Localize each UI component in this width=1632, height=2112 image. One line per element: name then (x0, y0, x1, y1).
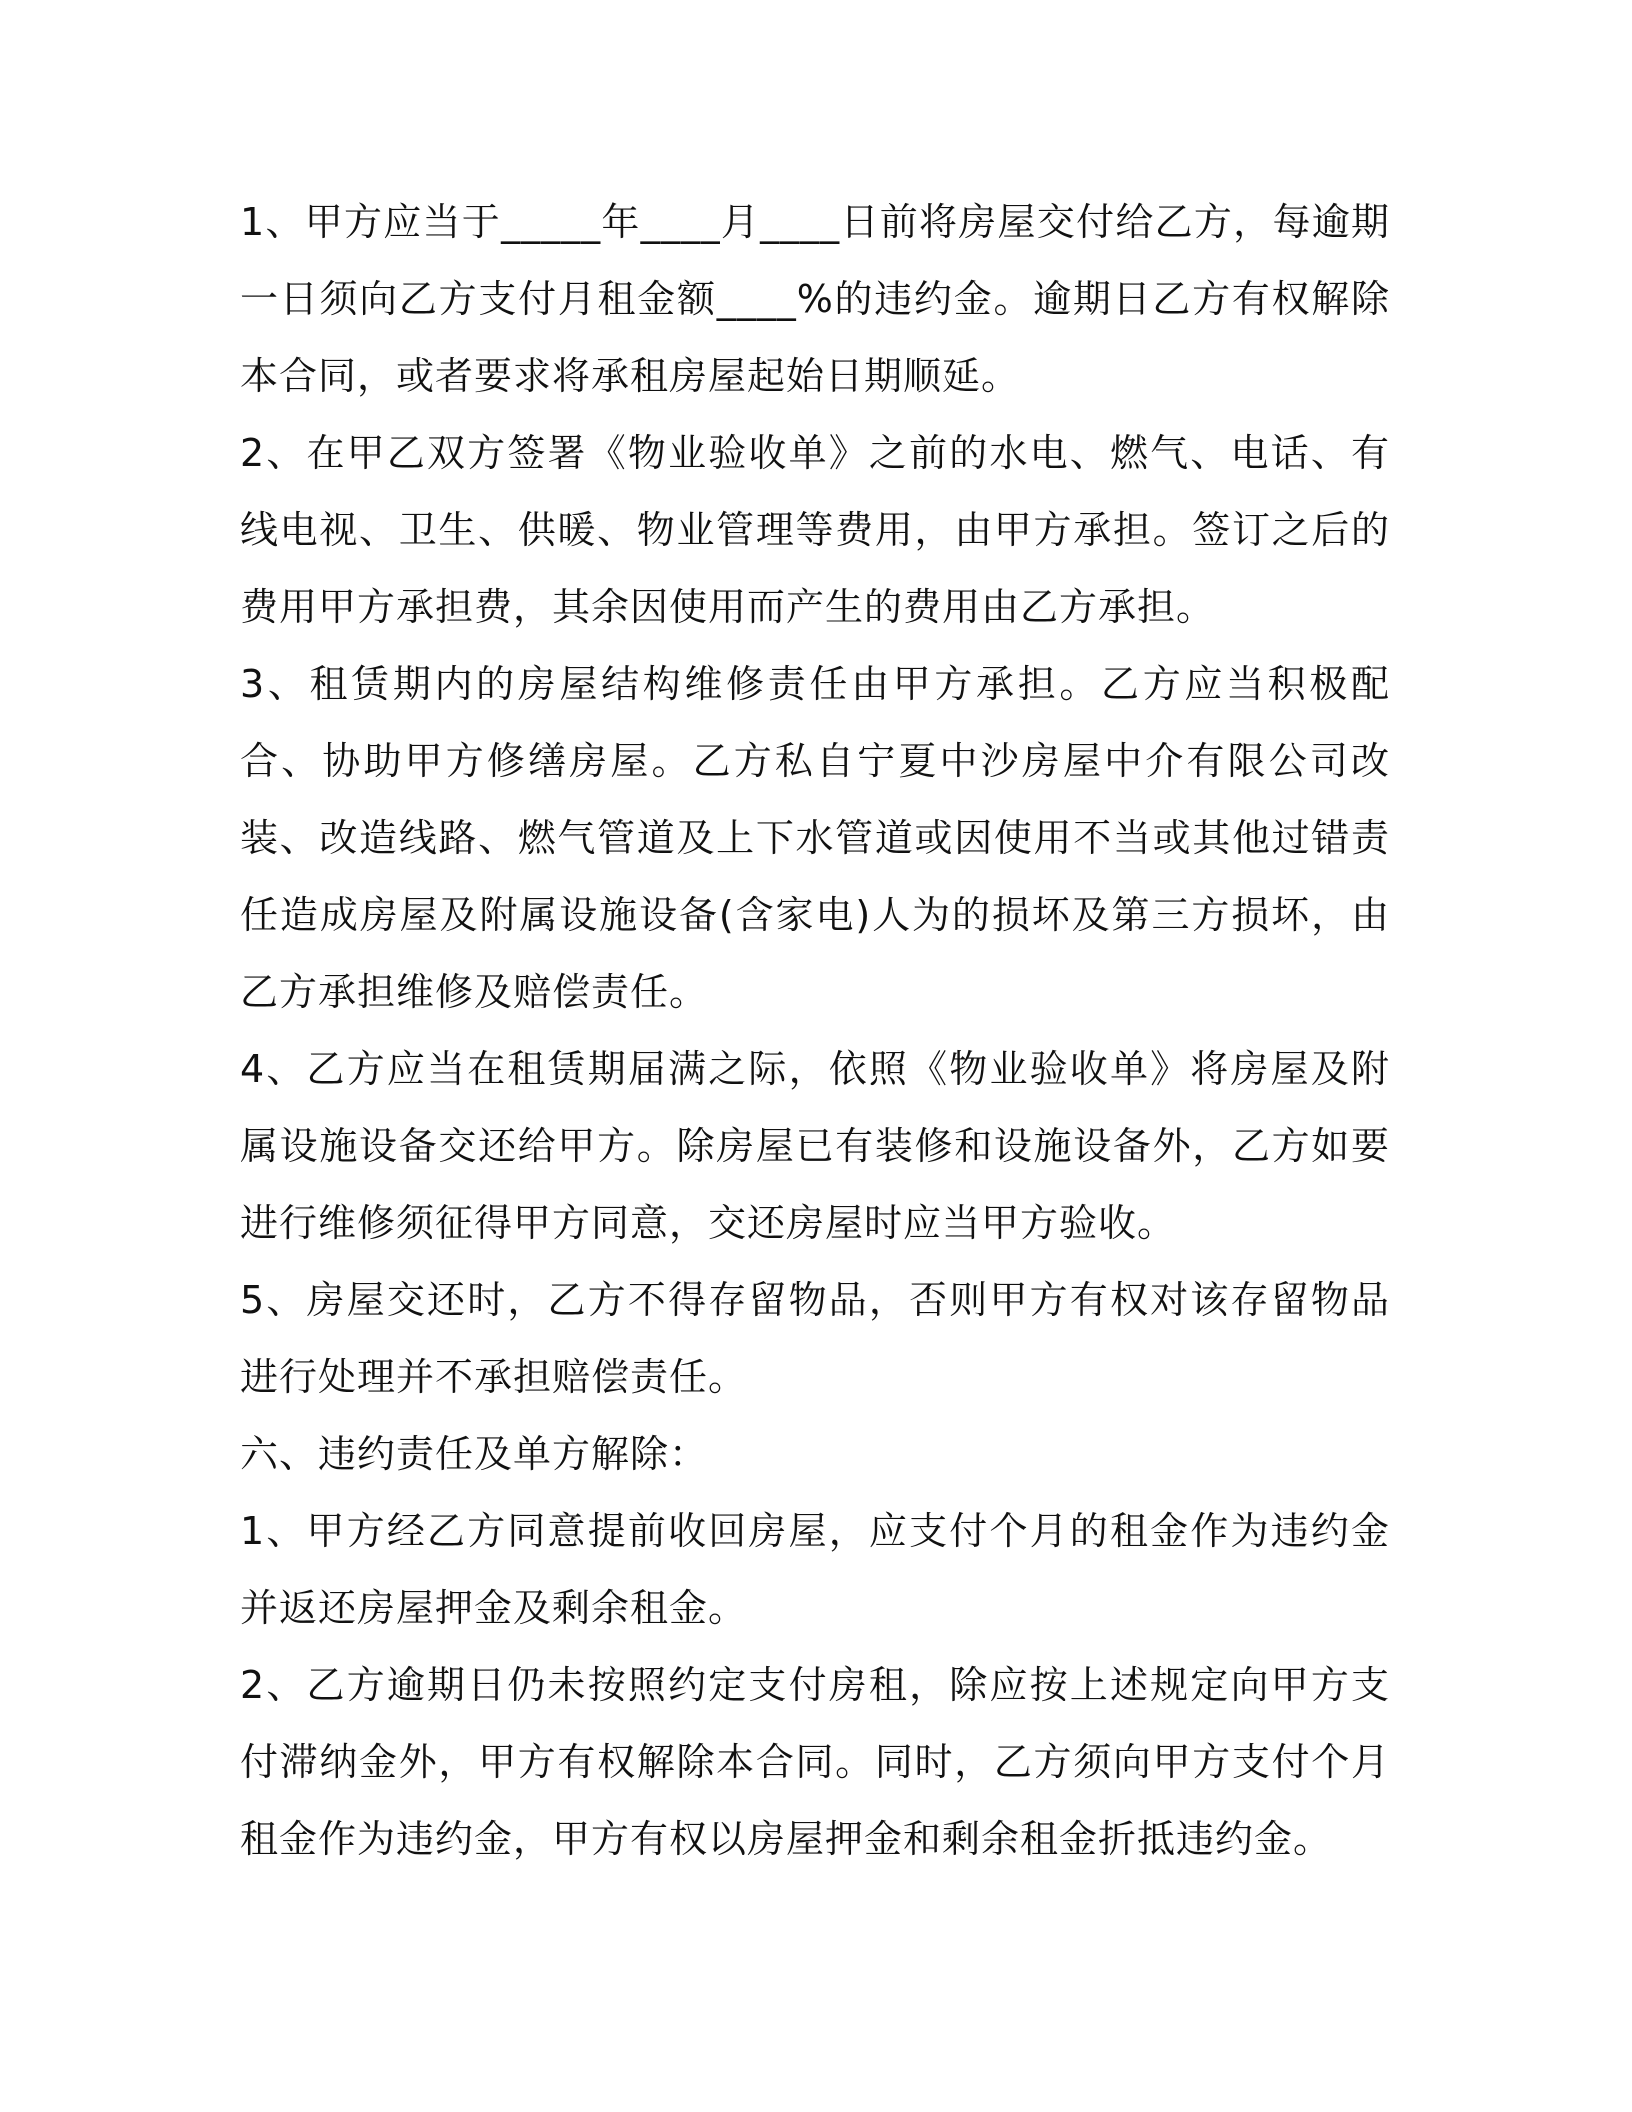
breach-clause-1: 1、甲方经乙方同意提前收回房屋，应支付个月的租金作为违约金并返还房屋押金及剩余租金。 (240, 1509, 1390, 1630)
clause-1-delivery: 1、甲方应当于_____年____月____日前将房屋交付给乙方，每逾期一日须向乙方支付月租金额____%的违约金。逾期日乙方有权解除本合同，或者要求将承租房屋起始日期顺延。 (240, 200, 1390, 398)
clause-3-repairs: 3、租赁期内的房屋结构维修责任由甲方承担。乙方应当积极配合、协助甲方修缮房屋。乙方私自宁夏中沙房屋中介有限公司改装、改造线路、燃气管道及上下水管道或因使用不当或其他过错责任造成房屋及附属设施设备(含家电)人为的损坏及第三方损坏，由乙方承担维修及赔偿责任。 (240, 662, 1390, 1014)
breach-clause-2: 2、乙方逾期日仍未按照约定支付房租，除应按上述规定向甲方支付滞纳金外，甲方有权解除本合同。同时，乙方须向甲方支付个月租金作为违约金，甲方有权以房屋押金和剩余租金折抵违约金。 (240, 1663, 1390, 1861)
section-heading-breach: 六、违约责任及单方解除： (240, 1432, 709, 1476)
document-body (240, 184, 1390, 1878)
clause-4-return: 4、乙方应当在租赁期届满之际，依照《物业验收单》将房屋及附属设施设备交还给甲方。除房屋已有装修和设施设备外，乙方如要进行维修须征得甲方同意，交还房屋时应当甲方验收。 (240, 1047, 1390, 1245)
clause-5-belongings: 5、房屋交还时，乙方不得存留物品，否则甲方有权对该存留物品进行处理并不承担赔偿责任。 (240, 1278, 1390, 1399)
clause-2-fees: 2、在甲乙双方签署《物业验收单》之前的水电、燃气、电话、有线电视、卫生、供暖、物业管理等费用，由甲方承担。签订之后的费用甲方承担费，其余因使用而产生的费用由乙方承担。 (240, 431, 1390, 629)
